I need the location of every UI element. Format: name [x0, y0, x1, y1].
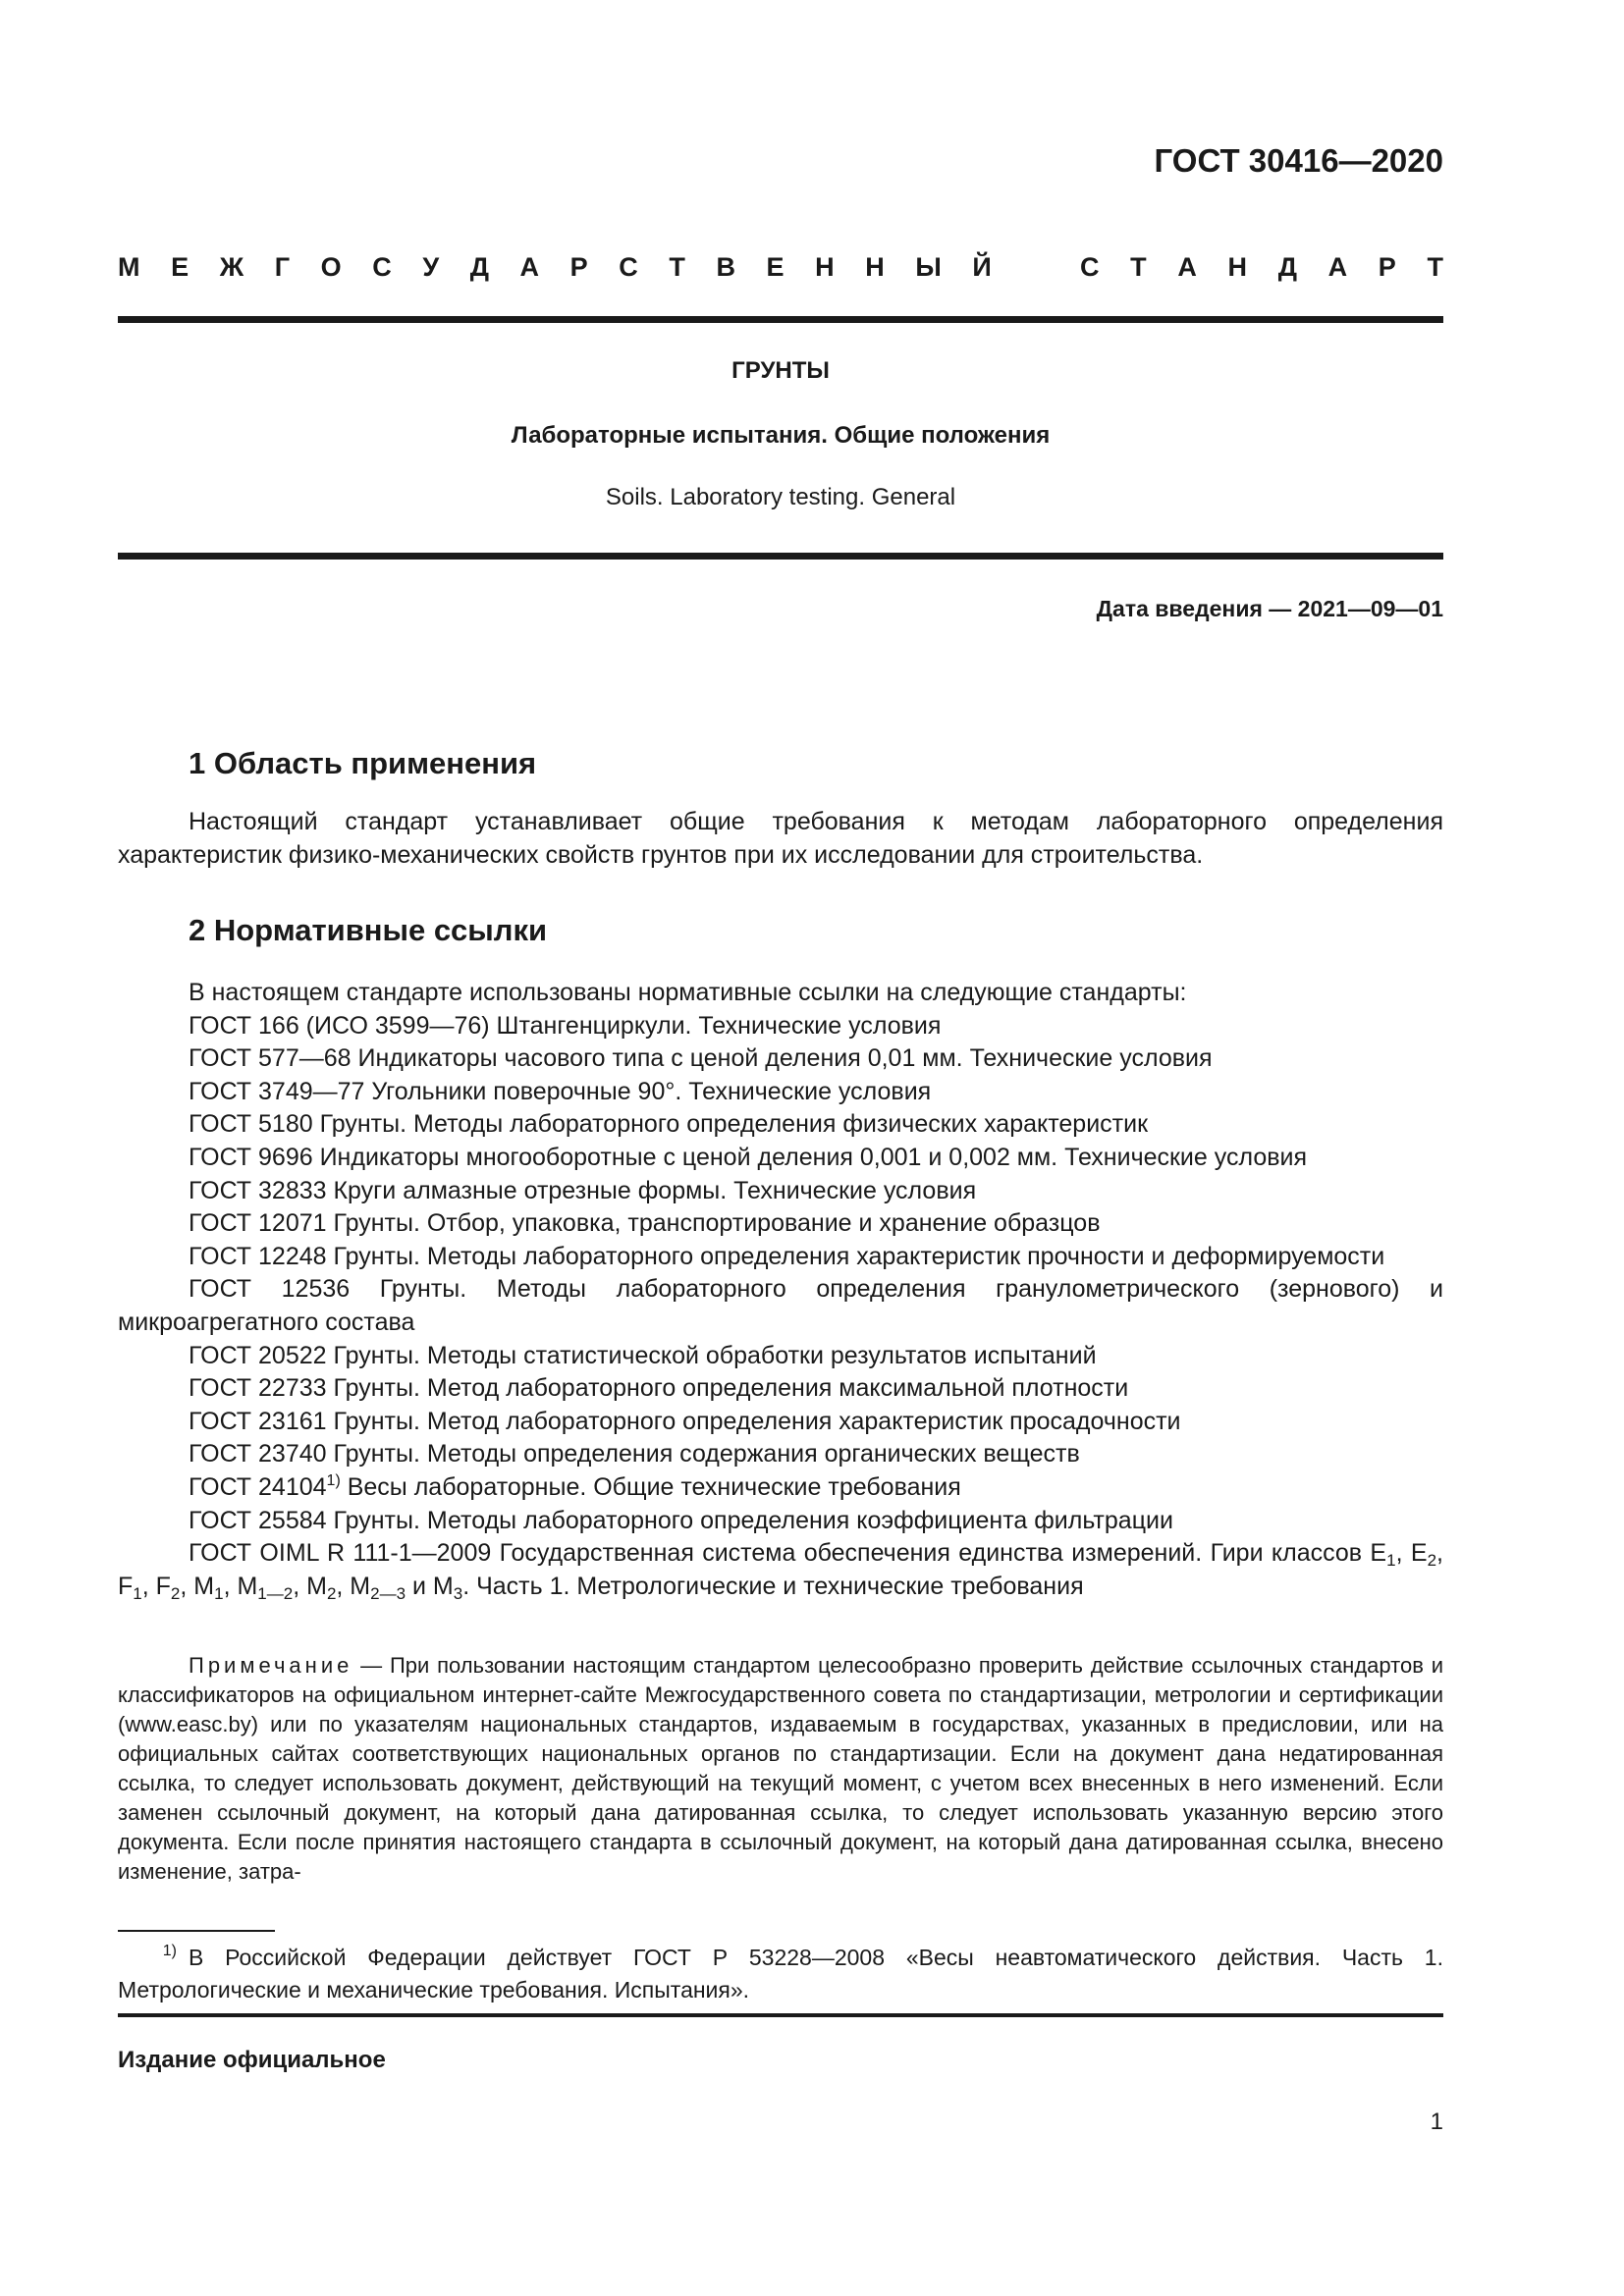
banner-letter: Д	[1277, 252, 1297, 282]
reference-item	[118, 1438, 1443, 1471]
subscript: 2—3	[370, 1583, 406, 1603]
banner-letter: В	[716, 252, 735, 282]
reference-item	[118, 1076, 1443, 1109]
section-1-paragraph: Настоящий стандарт устанавливает общие требования к методам лабораторного определения характеристик физико-механических свойств грунтов при их исследовании для строительства.	[118, 808, 1443, 869]
banner-letter: Н	[1227, 252, 1248, 282]
reference-item-24104	[118, 1471, 1443, 1505]
banner-letter: М	[118, 252, 140, 282]
footnote	[118, 1942, 1443, 2006]
reference-item	[118, 1273, 1443, 1339]
banner-letter: Р	[569, 252, 588, 282]
reference-text: ГОСТ 577—68 Индикаторы часового типа с ценой деления 0,01 мм. Технические условия	[189, 1044, 1213, 1073]
banner-letter: А	[519, 252, 540, 282]
banner-word-standard	[1080, 252, 1443, 283]
document-subtitle: Лабораторные испытания. Общие положения	[511, 422, 1051, 449]
reference-text: ГОСТ OIML R 111-1—2009 Государственная система обеспечения единства измерений. Гири классов E	[189, 1539, 1387, 1568]
banner-letter: С	[1080, 252, 1100, 282]
reference-text: ГОСТ 12536 Грунты. Методы лабораторного определения гранулометрического (зернового) и микроагрегатного состава	[118, 1275, 1443, 1336]
reference-code: ГОСТ 24104	[189, 1472, 327, 1501]
standard-code: ГОСТ 30416—2020	[1154, 142, 1443, 179]
document-title: ГРУНТЫ	[731, 357, 830, 384]
subscript: 1—2	[257, 1583, 294, 1603]
reference-text-tail: . Часть 1. Метрологические и технические требования	[462, 1572, 1084, 1600]
banner-letter: Д	[469, 252, 489, 282]
footnote-marker: 1)	[162, 1943, 177, 1959]
footnote-marker: 1)	[326, 1471, 341, 1489]
reference-text: ГОСТ 20522 Грунты. Методы статистической обработки результатов испытаний	[189, 1341, 1097, 1369]
normative-references-list	[118, 977, 1443, 1603]
section-1-heading: 1 Область применения	[189, 746, 537, 780]
banner-letter: А	[1177, 252, 1197, 282]
banner-letter: А	[1327, 252, 1348, 282]
interstate-standard-banner	[118, 252, 1443, 283]
footnote-separator	[118, 1930, 275, 1932]
reference-text: ГОСТ 9696 Индикаторы многооборотные с ценой деления 0,001 и 0,002 мм. Технические условия	[189, 1143, 1308, 1171]
reference-text: ГОСТ 25584 Грунты. Методы лабораторного определения коэффициента фильтрации	[189, 1506, 1173, 1534]
banner-letter: Т	[1427, 252, 1443, 282]
banner-letter: Т	[669, 252, 685, 282]
reference-items	[118, 1010, 1443, 1471]
banner-letter: Т	[1130, 252, 1147, 282]
banner-letter: Г	[274, 252, 291, 282]
subscript: 2	[1427, 1551, 1437, 1571]
footer-rule	[118, 2013, 1443, 2017]
note-label: Примечание	[189, 1653, 353, 1678]
reference-text: ГОСТ 23740 Грунты. Методы определения содержания органических веществ	[189, 1440, 1080, 1468]
subscript: 1	[214, 1583, 224, 1603]
reference-item-25584	[118, 1505, 1443, 1538]
banner-letter: Р	[1378, 252, 1396, 282]
banner-letter: Е	[171, 252, 189, 282]
reference-text: ГОСТ 5180 Грунты. Методы лабораторного определения физических характеристик	[189, 1110, 1149, 1139]
banner-word-interstate	[118, 252, 992, 283]
header-rule	[118, 316, 1443, 323]
banner-letter: Н	[815, 252, 835, 282]
reference-item	[118, 1372, 1443, 1406]
reference-text: ГОСТ 22733 Грунты. Метод лабораторного определения максимальной плотности	[189, 1374, 1129, 1403]
footnote-text: В Российской Федерации действует ГОСТ Р 53228—2008 «Весы неавтоматического действия. Часть 1. Метрологические и механические требования. Испытания».	[118, 1945, 1443, 2002]
document-title-english: Soils. Laboratory testing. General	[605, 484, 956, 510]
title-rule	[118, 553, 1443, 560]
reference-item	[118, 1142, 1443, 1175]
banner-letter: Е	[766, 252, 785, 282]
reference-item	[118, 1241, 1443, 1274]
page-number: 1	[1430, 2109, 1443, 2135]
reference-item	[118, 1175, 1443, 1208]
references-intro	[118, 977, 1443, 1010]
reference-title: Весы лабораторные. Общие технические требования	[340, 1472, 961, 1501]
reference-text: ГОСТ 12248 Грунты. Методы лабораторного определения характеристик прочности и деформируемости	[189, 1242, 1385, 1270]
reference-item	[118, 1108, 1443, 1142]
edition-label: Издание официальное	[118, 2047, 386, 2073]
banner-letter: Й	[972, 252, 992, 282]
note-text: — При пользовании настоящим стандартом целесообразно проверить действие ссылочных стандартов и классификаторов на официальном интернет-сайте Межгосударственного совета по стандартизации, метрологии и сертификации (www.easc.by) или по указателям национальных стандартов, издаваемым в государствах, указанных в предисловии, или на официальных сайтах соответствующих национальных органов по стандартизации. Если на документ дана недатированная ссылка, то следует использовать документ, действующий на текущий момент, с учетом всех внесенных в него изменений. Если заменен ссылочный документ, на который дана датированная ссылка, то следует использовать указанную версию этого документа. Если после принятия настоящего стандарта в ссылочный документ, на который дана датированная ссылка, внесено изменение, затра-	[118, 1653, 1443, 1884]
subscript: 2	[326, 1583, 337, 1603]
subscript: 1	[133, 1583, 142, 1603]
references-intro-text: В настоящем стандарте использованы нормативные ссылки на следующие стандарты:	[189, 979, 1187, 1006]
reference-item	[118, 1010, 1443, 1043]
banner-letter: Ж	[219, 252, 244, 282]
banner-letter: У	[422, 252, 440, 282]
references-note	[118, 1651, 1443, 1887]
section-2-heading: 2 Нормативные ссылки	[189, 913, 548, 947]
banner-letter: С	[372, 252, 392, 282]
reference-text: ГОСТ 166 (ИСО 3599—76) Штангенциркули. Технические условия	[189, 1011, 942, 1040]
reference-item	[118, 1042, 1443, 1076]
reference-item	[118, 1406, 1443, 1439]
reference-item-oiml: ГОСТ OIML R 111-1—2009 Государственная система обеспечения единства измерений. Гири классов $E_1$, $E_2$, $F_1$, $F_2$, $M_1$, $M_{1—2}$, $M_2$, $M_{2—3}$ и $M_3$. Часть 1. Метрологические и технические требования	[118, 1539, 1443, 1603]
banner-letter: Ы	[915, 252, 942, 282]
subscript: 1	[1386, 1551, 1396, 1571]
banner-letter: С	[619, 252, 638, 282]
reference-item	[118, 1340, 1443, 1373]
subscript: 3	[453, 1583, 463, 1603]
reference-text: ГОСТ 12071 Грунты. Отбор, упаковка, транспортирование и хранение образцов	[189, 1209, 1101, 1238]
reference-text: ГОСТ 3749—77 Угольники поверочные 90°. Технические условия	[189, 1077, 932, 1105]
introduction-date: Дата введения — 2021—09—01	[1096, 596, 1443, 621]
banner-letter: Н	[865, 252, 885, 282]
section-1-text	[118, 805, 1443, 872]
reference-text: ГОСТ 23161 Грунты. Метод лабораторного определения характеристик просадочности	[189, 1407, 1181, 1435]
reference-text: ГОСТ 32833 Круги алмазные отрезные формы. Технические условия	[189, 1176, 977, 1204]
subscript: 2	[170, 1583, 181, 1603]
reference-item	[118, 1207, 1443, 1241]
banner-letter: О	[320, 252, 342, 282]
